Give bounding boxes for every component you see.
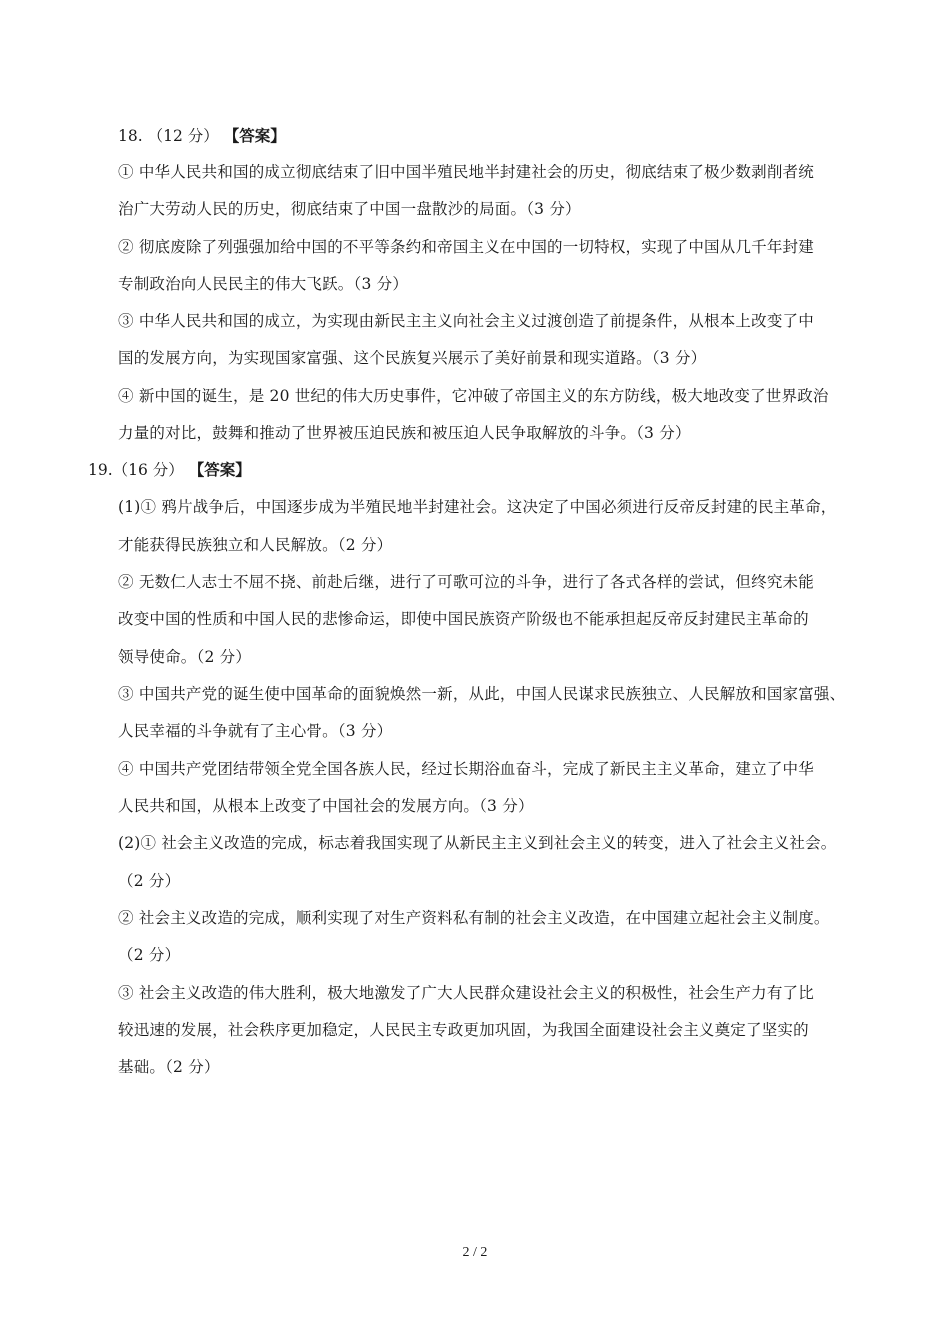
answer-line: (2)① 社会主义改造的完成，标志着我国实现了从新民主主义到社会主义的转变，进入了社会主义社会。 bbox=[118, 834, 837, 852]
page-number: 2 / 2 bbox=[462, 1245, 488, 1260]
answer-line: 人民幸福的斗争就有了主心骨。（3 分） bbox=[118, 722, 393, 740]
answer-line: 治广大劳动人民的历史，彻底结束了中国一盘散沙的局面。（3 分） bbox=[118, 200, 581, 218]
answer-line: ② 无数仁人志士不屈不挠、前赴后继，进行了可歌可泣的斗争，进行了各式各样的尝试，但终究未能 bbox=[118, 573, 814, 591]
answer-line: 专制政治向人民民主的伟大飞跃。（3 分） bbox=[118, 275, 409, 293]
answer-line: ③ 社会主义改造的伟大胜利，极大地激发了广大人民群众建设社会主义的积极性，社会生产力有了比 bbox=[118, 984, 814, 1002]
answer-line: ② 彻底废除了列强强加给中国的不平等条约和帝国主义在中国的一切特权，实现了中国从几千年封建 bbox=[118, 238, 814, 256]
answer-line: ② 社会主义改造的完成，顺利实现了对生产资料私有制的社会主义改造，在中国建立起社会主义制度。 bbox=[118, 909, 830, 927]
answer-tag: 【答案】 bbox=[223, 126, 286, 145]
answer-line: 领导使命。（2 分） bbox=[118, 648, 252, 666]
answer-tag: 【答案】 bbox=[188, 460, 251, 479]
answer-line: 改变中国的性质和中国人民的悲惨命运，即使中国民族资产阶级也不能承担起反帝反封建民主革命的 bbox=[118, 610, 809, 628]
question-18-heading bbox=[118, 126, 286, 146]
question-19-heading bbox=[88, 460, 251, 480]
question-number: 18. bbox=[118, 127, 143, 145]
answer-line: 人民共和国，从根本上改变了中国社会的发展方向。（3 分） bbox=[118, 797, 534, 815]
answer-line: ③ 中华人民共和国的成立，为实现由新民主主义向社会主义过渡创造了前提条件，从根本上改变了中 bbox=[118, 312, 814, 330]
answer-line: 国的发展方向，为实现国家富强、这个民族复兴展示了美好前景和现实道路。（3 分） bbox=[118, 349, 707, 367]
question-number: 19. bbox=[88, 461, 113, 479]
answer-line: （2 分） bbox=[118, 872, 181, 890]
answer-line: 较迅速的发展，社会秩序更加稳定，人民民主专政更加巩固，为我国全面建设社会主义奠定了坚实的 bbox=[118, 1021, 809, 1039]
answer-line: ① 中华人民共和国的成立彻底结束了旧中国半殖民地半封建社会的历史，彻底结束了极少数剥削者统 bbox=[118, 163, 814, 181]
question-score: （16 分） bbox=[112, 461, 184, 479]
answer-line: 基础。（2 分） bbox=[118, 1058, 220, 1076]
answer-line: （2 分） bbox=[118, 946, 181, 964]
answer-line: 力量的对比，鼓舞和推动了世界被压迫民族和被压迫人民争取解放的斗争。（3 分） bbox=[118, 424, 691, 442]
answer-line: ③ 中国共产党的诞生使中国革命的面貌焕然一新，从此，中国人民谋求民族独立、人民解放和国家富强、 bbox=[118, 685, 846, 703]
answer-line: ④ 新中国的诞生，是 20 世纪的伟大历史事件，它冲破了帝国主义的东方防线，极大地改变了世界政治 bbox=[118, 387, 829, 405]
answer-line: 才能获得民族独立和人民解放。（2 分） bbox=[118, 536, 393, 554]
answer-line: (1)① 鸦片战争后，中国逐步成为半殖民地半封建社会。这决定了中国必须进行反帝反封建的民主革命， bbox=[118, 498, 837, 516]
question-score: （12 分） bbox=[147, 127, 219, 145]
answer-line: ④ 中国共产党团结带领全党全国各族人民，经过长期浴血奋斗，完成了新民主主义革命，建立了中华 bbox=[118, 760, 814, 778]
